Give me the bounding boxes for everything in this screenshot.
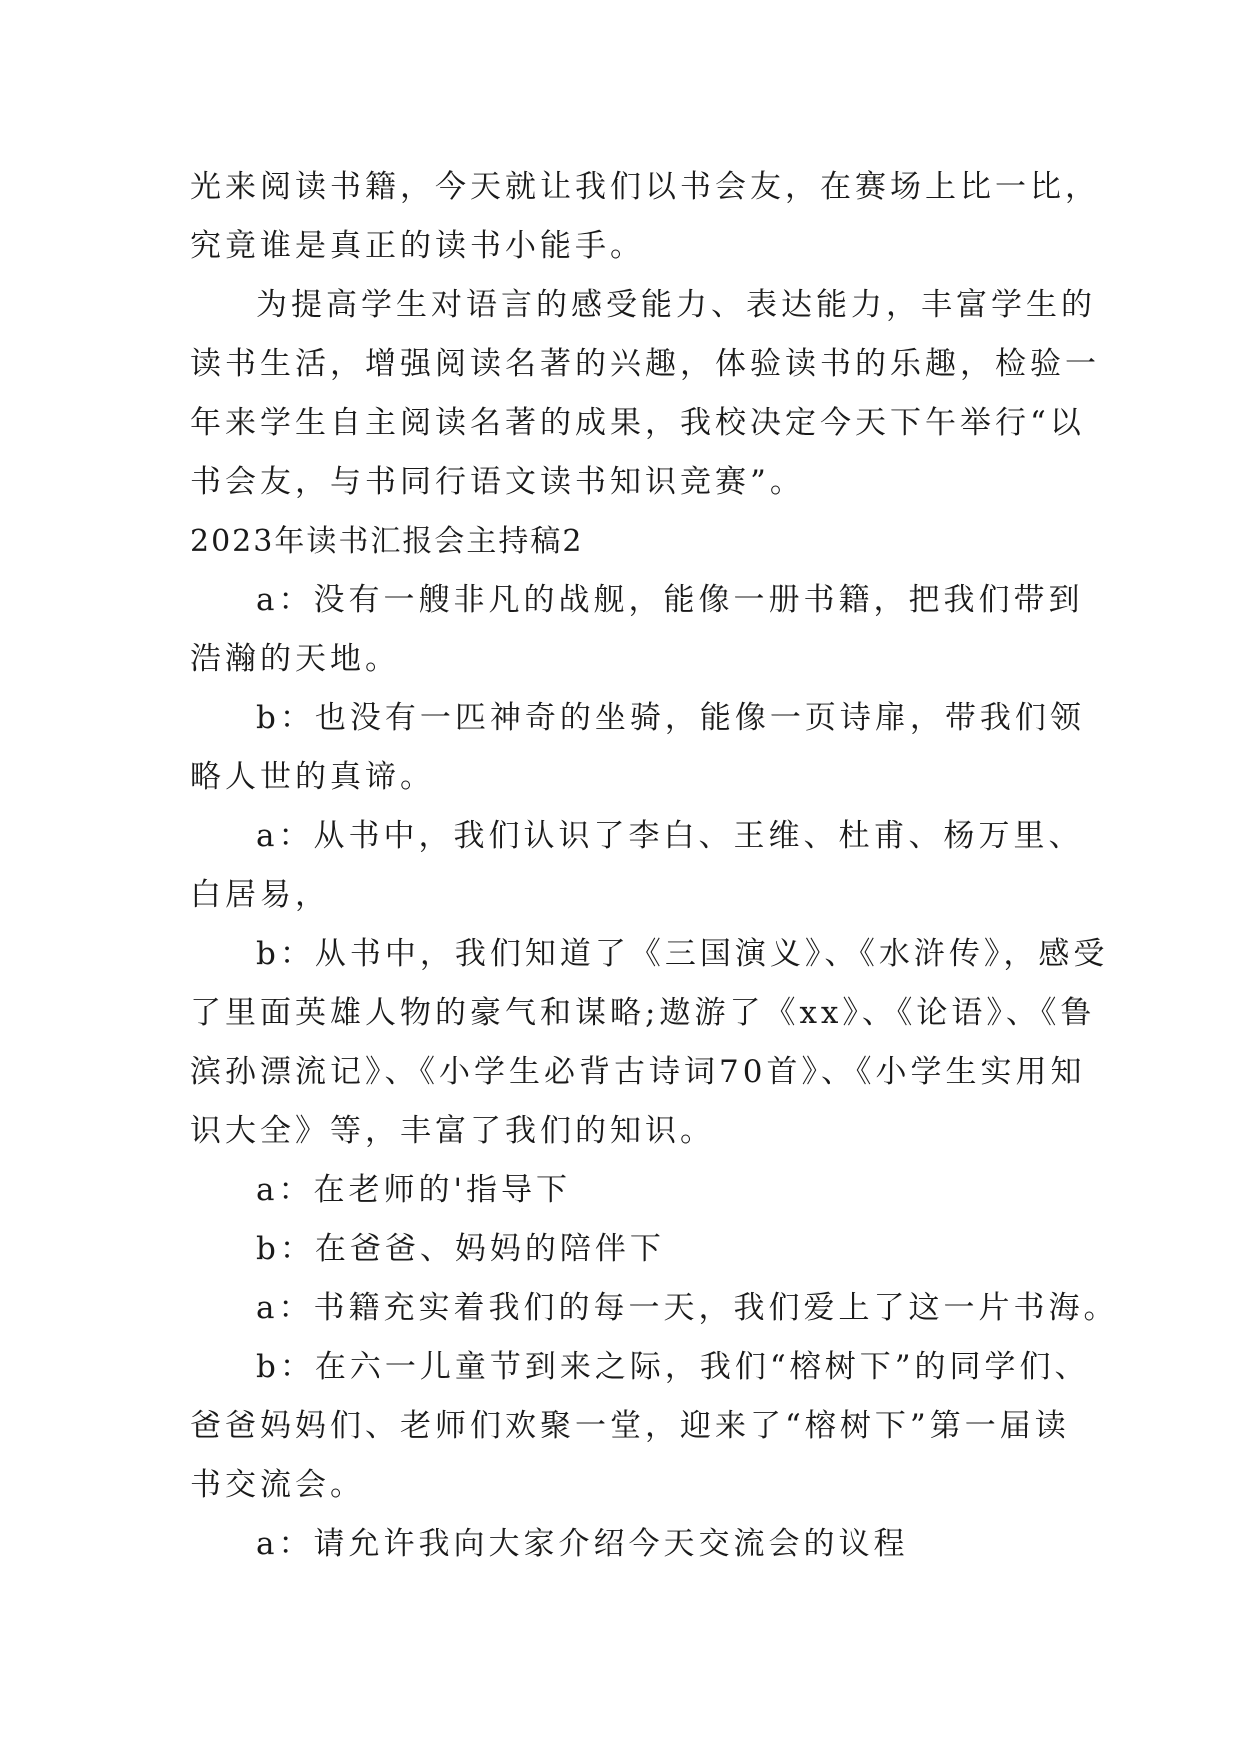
body-line: 究竟谁是真正的读书小能手。 xyxy=(190,228,645,264)
body-line: 书交流会。 xyxy=(190,1467,365,1503)
dialogue-line: a：请允许我向大家介绍今天交流会的议程 xyxy=(256,1526,909,1562)
dialogue-line: a：从书中，我们认识了李白、王维、杜甫、杨万里、 xyxy=(256,818,1084,854)
dialogue-line: a：没有一艘非凡的战舰，能像一册书籍，把我们带到 xyxy=(256,582,1084,618)
body-line: 爸爸妈妈们、老师们欢聚一堂，迎来了“榕树下”第一届读 xyxy=(190,1408,1070,1444)
body-line: 了里面英雄人物的豪气和谋略;遨游了《xx》、《论语》、《鲁 xyxy=(190,995,1096,1031)
body-line: 读书生活，增强阅读名著的兴趣，体验读书的乐趣，检验一 xyxy=(190,346,1100,382)
dialogue-line: b：也没有一匹神奇的坐骑，能像一页诗扉，带我们领 xyxy=(256,700,1085,736)
body-line: 年来学生自主阅读名著的成果，我校决定今天下午举行“以 xyxy=(190,405,1085,441)
dialogue-line: b：在六一儿童节到来之际，我们“榕树下”的同学们、 xyxy=(256,1349,1090,1385)
body-line: 浩瀚的天地。 xyxy=(190,641,400,677)
dialogue-line: a：在老师的'指导下 xyxy=(256,1172,572,1208)
body-line: 白居易， xyxy=(190,877,330,913)
document-body xyxy=(190,158,1119,1574)
section-heading: 2023年读书汇报会主持稿2 xyxy=(190,524,584,559)
body-line: 略人世的真谛。 xyxy=(190,759,435,795)
dialogue-line: b：从书中，我们知道了《三国演义》、《水浒传》，感受 xyxy=(256,936,1109,972)
body-line: 滨孙漂流记》、《小学生必背古诗词70首》、《小学生实用知 xyxy=(190,1054,1086,1090)
dialogue-line: b：在爸爸、妈妈的陪伴下 xyxy=(256,1231,665,1267)
body-line: 光来阅读书籍，今天就让我们以书会友，在赛场上比一比， xyxy=(190,169,1100,205)
paragraph-line: 为提高学生对语言的感受能力、表达能力，丰富学生的 xyxy=(256,287,1096,323)
body-line: 识大全》等，丰富了我们的知识。 xyxy=(190,1113,715,1149)
body-line: 书会友，与书同行语文读书知识竞赛”。 xyxy=(190,464,805,500)
dialogue-line: a：书籍充实着我们的每一天，我们爱上了这一片书海。 xyxy=(256,1290,1119,1326)
